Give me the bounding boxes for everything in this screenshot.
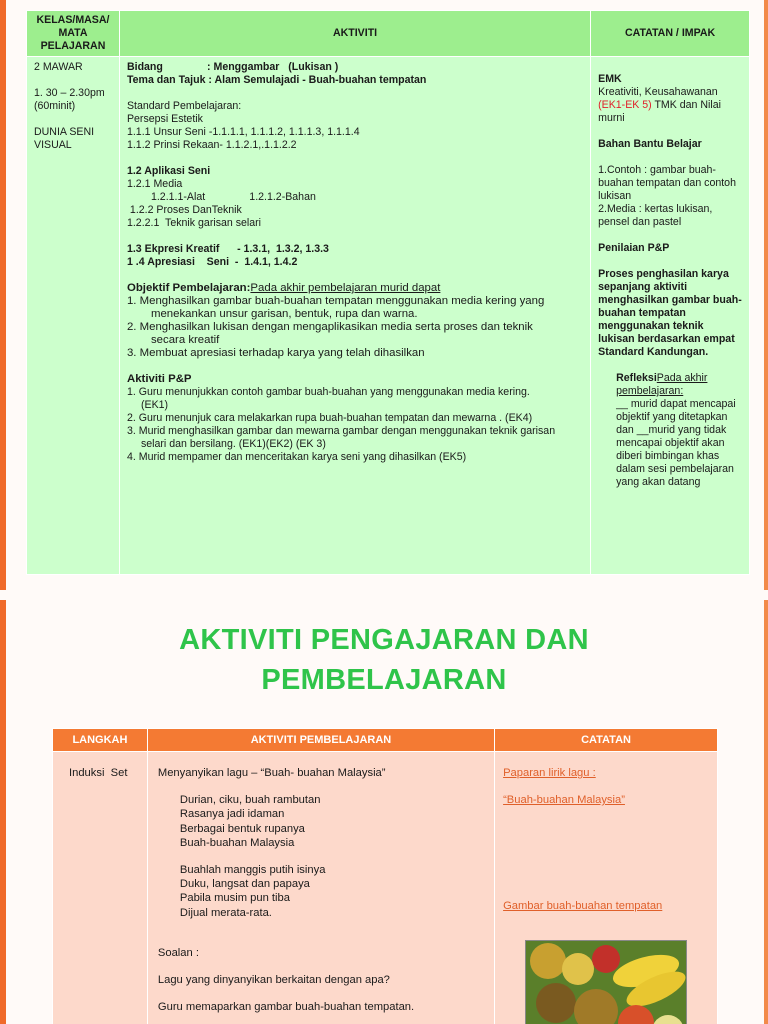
emk-title: EMK bbox=[598, 73, 622, 85]
penilaian-title: Penilaian P&P bbox=[598, 242, 670, 254]
proses-text: Proses penghasilan karya sepanjang aktiviti menghasilkan gambar buah-buahan tempatan menggunakan teknik lukisan berdasarkan empat Standard Kandungan. bbox=[598, 268, 742, 358]
standard-111: 1.1.1 Unsur Seni -1.1.1.1, 1.1.1.2, 1.1.1.3, 1.1.1.4 bbox=[126, 126, 360, 138]
objektif-2: 2. Menghasilkan lukisan dengan mengaplikasikan media serta proses dan teknik bbox=[126, 321, 533, 333]
objektif-3: 3. Membuat apresiasi terhadap karya yang telah dihasilkan bbox=[126, 347, 425, 359]
refleksi-text: Pada akhir pembelajaran: bbox=[616, 372, 708, 397]
intro-text: Menyanyikan lagu – “Buah- buahan Malaysia” bbox=[157, 767, 386, 779]
emk-rest: TMK dan Nilai murni bbox=[598, 99, 721, 124]
tema-text: Tema dan Tajuk : Alam Semulajadi - Buah-buahan tempatan bbox=[126, 74, 427, 86]
standard-13: 1.3 Ekpresi Kreatif - 1.3.1, 1.3.2, 1.3.3 bbox=[126, 243, 329, 255]
standard-1211: 1.2.1.1-Alat 1.2.1.2-Bahan bbox=[150, 191, 316, 203]
langkah-text: Induksi Set bbox=[69, 767, 128, 779]
masa-text: 1. 30 – 2.30pm (60minit) bbox=[34, 87, 105, 112]
activity-table bbox=[52, 728, 718, 1024]
cell-langkah bbox=[53, 752, 148, 1024]
catatan-lagu-link[interactable]: “Buah-buahan Malaysia” bbox=[503, 794, 625, 807]
fruit-photo-illustration bbox=[526, 941, 687, 1024]
refleksi-label: Refleksi bbox=[616, 372, 657, 384]
bbb-title: Bahan Bantu Belajar bbox=[598, 138, 702, 150]
emk-text: Kreativiti, Keusahawanan bbox=[598, 86, 718, 98]
section-heading: AKTIVITI PENGAJARAN DAN PEMBELAJARAN bbox=[179, 624, 589, 696]
lesson-plan-table bbox=[26, 10, 750, 575]
right-accent-bar-top bbox=[764, 0, 768, 590]
aktiviti-1b: (EK1) bbox=[140, 399, 169, 411]
header-catatan: CATATAN / IMPAK bbox=[591, 11, 750, 57]
standard-121: 1.2.1 Media bbox=[126, 178, 183, 190]
header-aktiviti: AKTIVITI bbox=[119, 11, 590, 57]
cell-aktiviti-pembelajaran bbox=[147, 752, 494, 1024]
kelas-text: 2 MAWAR bbox=[34, 61, 83, 73]
objektif-text: Pada akhir pembelajaran murid dapat bbox=[250, 282, 441, 294]
cell-aktiviti bbox=[119, 57, 590, 575]
standard-112: 1.1.2 Prinsi Rekaan- 1.1.2.1,.1.1.2.2 bbox=[126, 139, 297, 151]
question-2: Guru memaparkan gambar buah-buahan tempatan. bbox=[157, 1001, 415, 1014]
aktiviti-4: 4. Murid mempamer dan menceritakan karya seni yang dihasilkan (EK5) bbox=[126, 451, 467, 463]
objektif-1: 1. Menghasilkan gambar buah-buahan tempatan menggunakan media kering yang bbox=[126, 295, 545, 307]
standard-14: 1 .4 Apresiasi Seni - 1.4.1, 1.4.2 bbox=[126, 256, 298, 268]
mata-pelajaran-text: DUNIA SENI VISUAL bbox=[34, 126, 95, 151]
bidang-text: Bidang : Menggambar (Lukisan ) bbox=[126, 61, 339, 73]
aktiviti-2: 2. Guru menunjuk cara melakarkan rupa buah-buahan tempatan dan mewarna . (EK4) bbox=[126, 412, 533, 424]
standard-1221: 1.2.2.1 Teknik garisan selari bbox=[126, 217, 262, 229]
emk-red: (EK1-EK 5) bbox=[598, 99, 652, 111]
question-1: Lagu yang dinyanyikan berkaitan dengan apa? bbox=[157, 974, 390, 987]
lyrics-verse-1: Durian, ciku, buah rambutan Rasanya jadi idaman Berbagai bentuk rupanya Buah-buahan Malaysia bbox=[179, 794, 321, 849]
objektif-label: Objektif Pembelajaran: bbox=[126, 282, 251, 294]
standard-122: 1.2.2 Proses DanTeknik bbox=[126, 204, 242, 216]
persepsi-text: Persepsi Estetik bbox=[126, 113, 203, 125]
header-catatan-2: CATATAN bbox=[495, 729, 718, 752]
soalan-label: Soalan : bbox=[157, 946, 199, 959]
aktiviti-3b: selari dan bersilang. (EK1)(EK2) (EK 3) bbox=[140, 438, 326, 450]
catatan-lirik-link[interactable]: Paparan lirik lagu : bbox=[503, 767, 596, 779]
objektif-2b: secara kreatif bbox=[150, 334, 220, 346]
catatan-gambar-link[interactable]: Gambar buah-buahan tempatan bbox=[503, 900, 663, 913]
cell-catatan bbox=[591, 57, 750, 575]
lyrics-verse-2: Buahlah manggis putih isinya Duku, langsat dan papaya Pabila musim pun tiba Dijual merata-rata. bbox=[179, 864, 326, 919]
header-aktiviti-pembelajaran: AKTIVITI PEMBELAJARAN bbox=[147, 729, 494, 752]
header-kelas: KELAS/MASA/ MATA PELAJARAN bbox=[27, 11, 120, 57]
header-langkah: LANGKAH bbox=[53, 729, 148, 752]
aktiviti-title: Aktiviti P&P bbox=[126, 373, 192, 385]
aktiviti-1: 1. Guru menunjukkan contoh gambar buah-buahan yang menggunakan media kering. bbox=[126, 386, 530, 398]
cell-kelas bbox=[27, 57, 120, 575]
standard-12: 1.2 Aplikasi Seni bbox=[126, 165, 211, 177]
refleksi-body: __ murid dapat mencapai objektif yang ditetapkan dan __murid yang tidak mencapai objektif akan diberi bimbingan khas dalam sesi pembelajaran yang akan datang bbox=[616, 398, 736, 488]
bbb-2: 2.Media : kertas lukisan, pensel dan pastel bbox=[598, 203, 713, 228]
objektif-1b: menekankan unsur garisan, bentuk, rupa dan warna. bbox=[150, 308, 418, 320]
fruit-photo bbox=[525, 940, 687, 1024]
aktiviti-3: 3. Murid menghasilkan gambar dan mewarna gambar dengan menggunakan teknik garisan bbox=[126, 425, 556, 437]
cell-catatan-2 bbox=[495, 752, 718, 1024]
standard-title: Standard Pembelajaran: bbox=[126, 100, 242, 112]
left-accent-bar-top bbox=[0, 0, 6, 590]
bbb-1: 1.Contoh : gambar buah-buahan tempatan dan contoh lukisan bbox=[598, 164, 736, 202]
